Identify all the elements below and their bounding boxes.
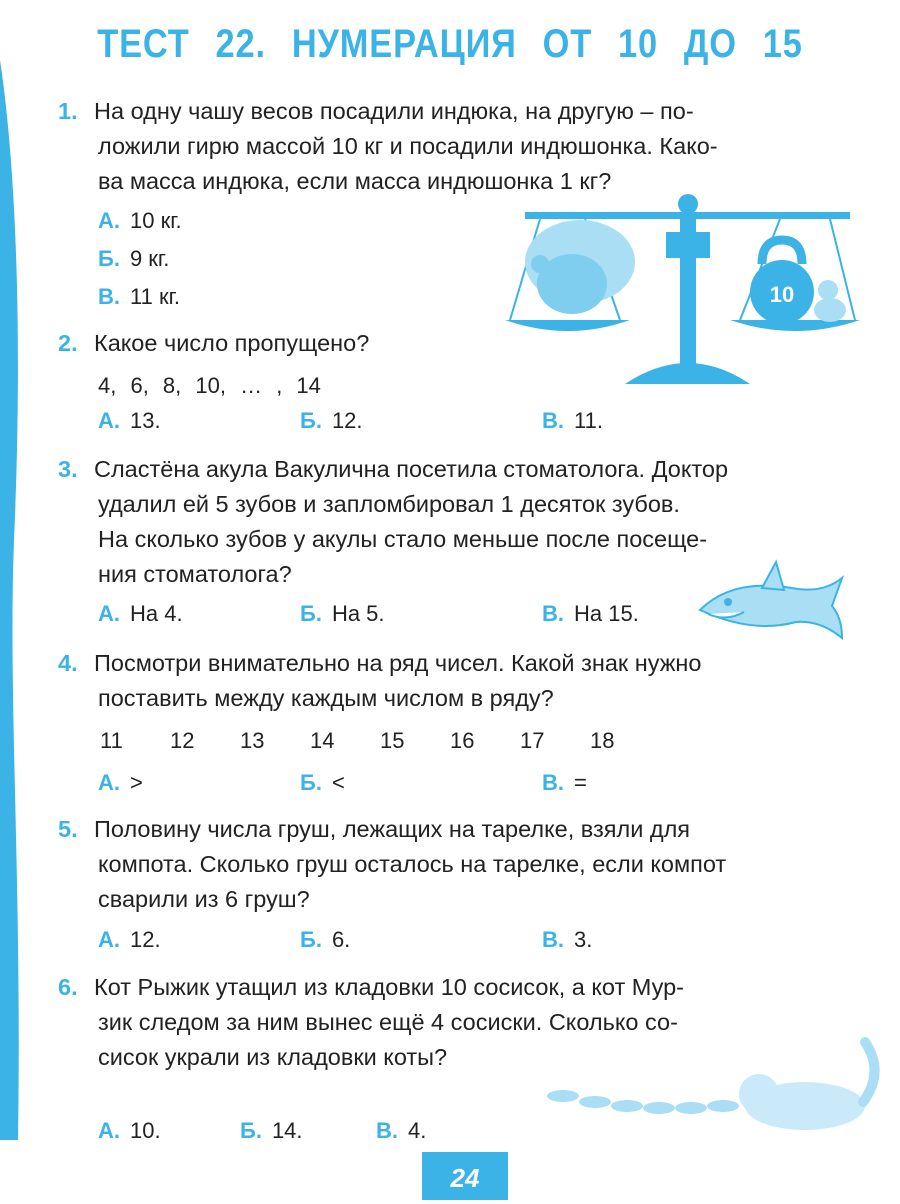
answer-b[interactable]: Б. 9 кг. bbox=[98, 246, 170, 271]
sequence-number: 17 bbox=[520, 728, 545, 753]
cat-icon bbox=[739, 1042, 875, 1130]
question-line: зик следом за ним вынес ещё 4 сосиски. Сколько со- bbox=[98, 1009, 678, 1035]
answer-b[interactable]: Б. < bbox=[300, 770, 345, 795]
question-line: компота. Сколько груш осталось на тарелке, если компот bbox=[98, 851, 727, 877]
question-line: ва масса индюка, если масса индюшонка 1 кг? bbox=[98, 168, 612, 194]
question-number: 1. bbox=[58, 98, 78, 124]
answer-a[interactable]: А. 10. bbox=[98, 1118, 161, 1143]
question-2 bbox=[58, 326, 870, 403]
question-line: удалил ей 5 зубов и запломбировал 1 десяток зубов. bbox=[98, 491, 680, 517]
svg-text:10: 10 bbox=[769, 282, 795, 307]
question-line: ния стоматолога? bbox=[98, 561, 292, 587]
answer-a[interactable]: А. На 4. bbox=[98, 601, 183, 626]
answer-a[interactable]: А. 10 кг. bbox=[98, 208, 182, 233]
answer-a[interactable]: А. 12. bbox=[98, 927, 161, 952]
question-line: Половину числа груш, лежащих на тарелке, взяли для bbox=[94, 816, 691, 842]
answer-a[interactable]: А. 13. bbox=[98, 408, 161, 433]
question-line: Какое число пропущено? bbox=[94, 330, 370, 356]
question-number: 2. bbox=[58, 330, 78, 356]
question-number: 5. bbox=[58, 816, 78, 842]
answer-a[interactable]: А. > bbox=[98, 770, 143, 795]
shark-icon bbox=[692, 558, 852, 648]
page-number: 24 bbox=[422, 1152, 508, 1200]
question-1 bbox=[58, 94, 870, 199]
question-line: Посмотри внимательно на ряд чисел. Какой знак нужно bbox=[94, 650, 702, 676]
sequence-number: 12 bbox=[170, 728, 195, 753]
question-line: На одну чашу весов посадили индюка, на другую – по- bbox=[94, 98, 694, 124]
answer-b[interactable]: Б. 14. bbox=[240, 1118, 303, 1143]
answer-b[interactable]: Б. На 5. bbox=[300, 601, 385, 626]
sequence-number: 14 bbox=[310, 728, 335, 753]
question-line: На сколько зубов у акулы стало меньше после посеще- bbox=[98, 526, 708, 552]
turkey-icon bbox=[525, 220, 635, 314]
answer-b[interactable]: Б. 6. bbox=[300, 927, 351, 952]
question-number: 6. bbox=[58, 974, 78, 1000]
answer-v[interactable]: В. На 15. bbox=[542, 601, 639, 626]
answer-v[interactable]: В. 3. bbox=[542, 927, 593, 952]
chick-icon bbox=[814, 280, 846, 322]
answer-v[interactable]: В. 11 кг. bbox=[98, 284, 181, 309]
sausages-icon bbox=[547, 1090, 739, 1114]
kettlebell-icon bbox=[750, 240, 814, 324]
sequence-number: 11 bbox=[100, 728, 123, 753]
question-number: 3. bbox=[58, 456, 78, 482]
question-line: Кот Рыжик утащил из кладовки 10 сосисок, а кот Мур- bbox=[94, 974, 685, 1000]
number-sequence: 4, 6, 8, 10, … , 14 bbox=[98, 373, 321, 398]
answer-b[interactable]: Б. 12. bbox=[300, 408, 363, 433]
question-line: Сластёна акула Вакулична посетила стоматолога. Доктор bbox=[94, 456, 729, 482]
answer-v[interactable]: В. = bbox=[542, 770, 587, 795]
question-4 bbox=[58, 646, 870, 716]
answer-v[interactable]: В. 11. bbox=[542, 408, 603, 433]
question-line: ложили гирю массой 10 кг и посадили индюшонка. Како- bbox=[98, 133, 718, 159]
cat-with-sausages-illustration bbox=[545, 1032, 885, 1142]
question-5 bbox=[58, 812, 870, 917]
sequence-number: 13 bbox=[240, 728, 265, 753]
question-line: поставить между каждым числом в ряду? bbox=[98, 685, 554, 711]
answer-v[interactable]: В. 4. bbox=[376, 1118, 427, 1143]
question-line: сварили из 6 груш? bbox=[98, 886, 310, 912]
left-decorative-stripe bbox=[0, 60, 22, 1140]
page-title: ТЕСТ 22. НУМЕРАЦИЯ ОТ 10 ДО 15 bbox=[97, 22, 803, 66]
question-line: сисок украли из кладовки коты? bbox=[98, 1044, 448, 1070]
sequence-number: 16 bbox=[450, 728, 475, 753]
question-number: 4. bbox=[58, 650, 78, 676]
sequence-number: 15 bbox=[380, 728, 405, 753]
sequence-number: 18 bbox=[590, 728, 615, 753]
